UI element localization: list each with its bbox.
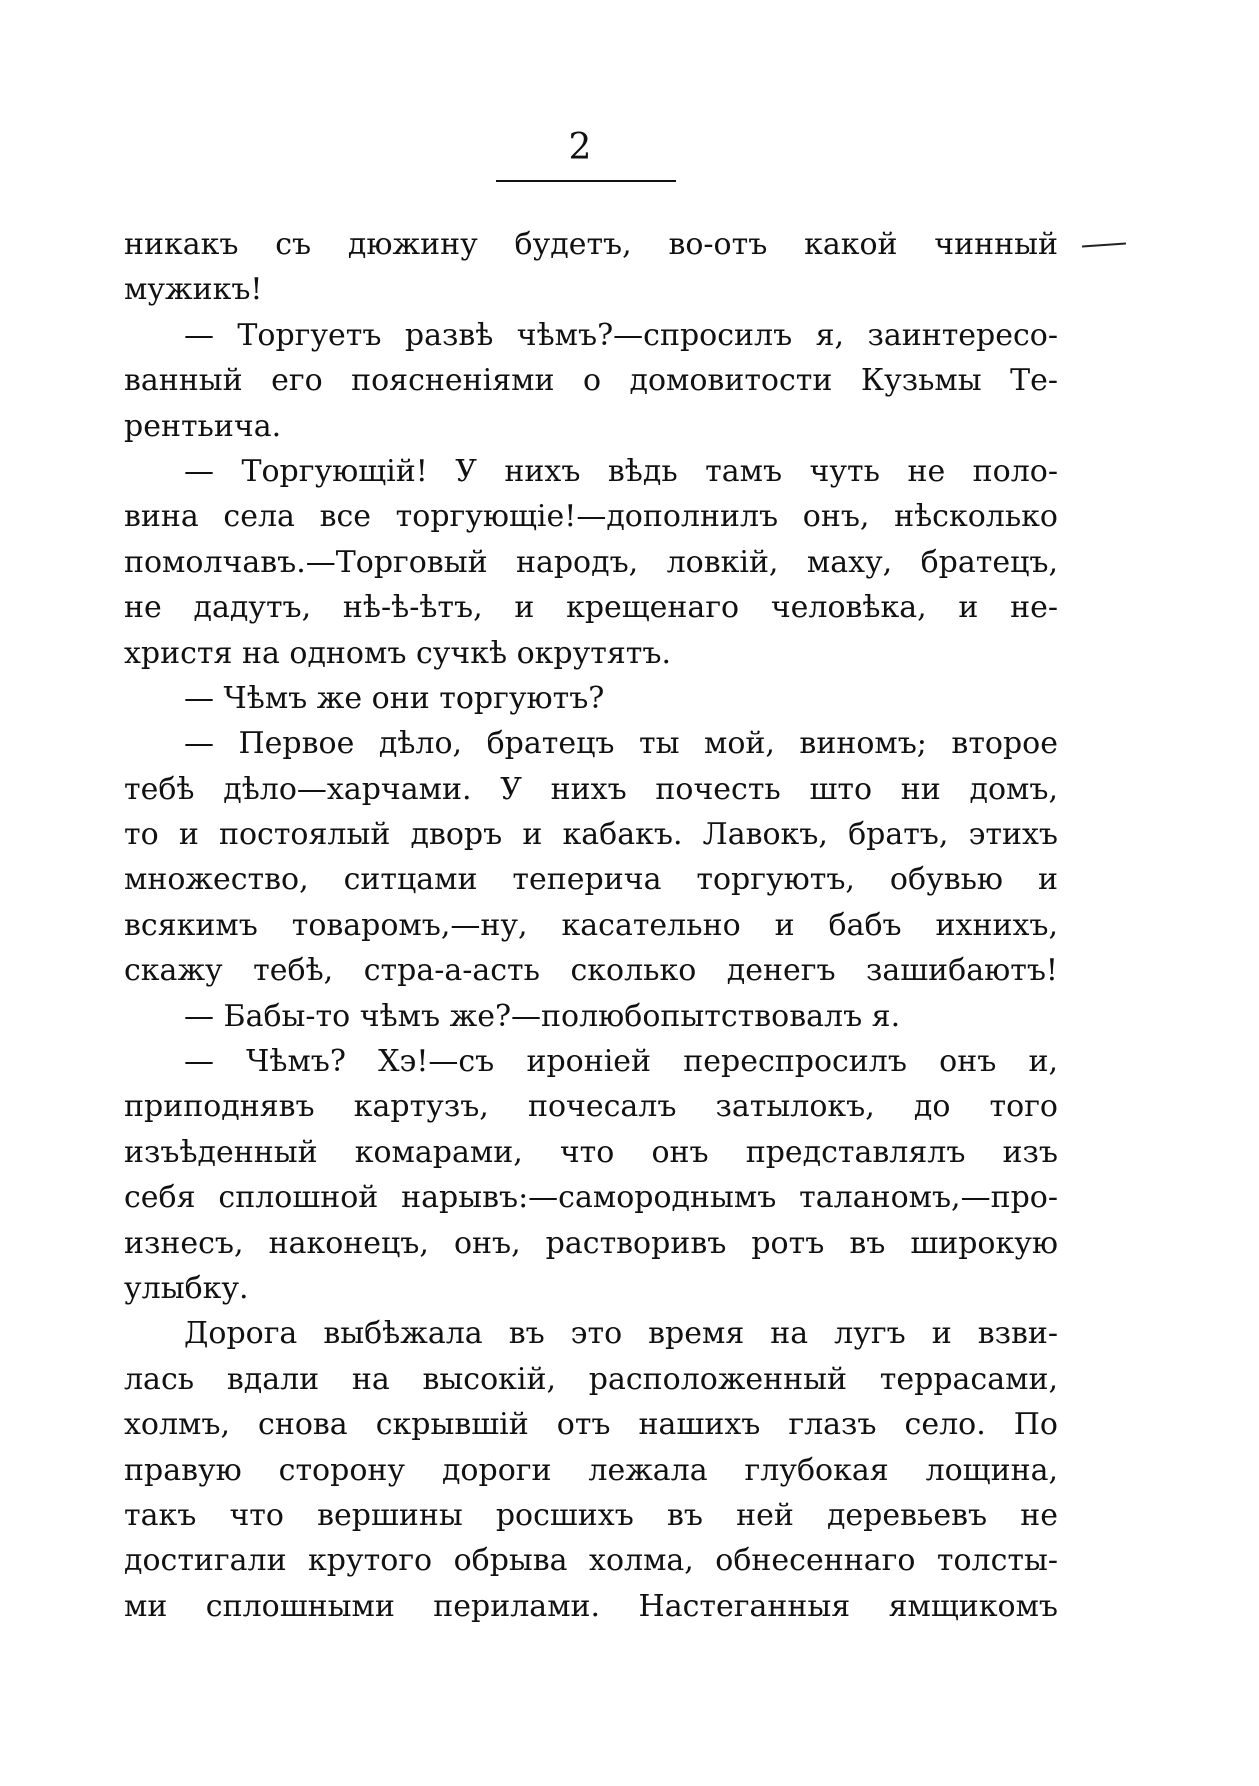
text-line: изъѣденный комарами, что онъ представлялъ изъ bbox=[124, 1134, 1058, 1170]
text-line: улыбку. bbox=[124, 1270, 249, 1306]
text-line: лась вдали на высокій, расположенный террасами, bbox=[124, 1361, 1058, 1397]
text-line: — Чѣмъ? Хэ!—съ ироніей переспросилъ онъ и, bbox=[184, 1044, 1058, 1080]
text-line: христя на одномъ сучкѣ окрутятъ. bbox=[124, 635, 672, 671]
text-line: — Бабы-то чѣмъ же?—полюбопытствовалъ я. bbox=[184, 998, 901, 1034]
text-line: ми сплошными перилами. Настеганныя ямщикомъ bbox=[124, 1588, 1058, 1624]
margin-mark bbox=[1082, 242, 1126, 247]
text-line: то и постоялый дворъ и кабакъ. Лавокъ, братъ, этихъ bbox=[124, 817, 1058, 853]
text-line: такъ что вершины росшихъ въ ней деревьевъ не bbox=[124, 1497, 1058, 1533]
text-line: холмъ, снова скрывшій отъ нашихъ глазъ село. По bbox=[124, 1407, 1058, 1443]
text-line: — Торгуетъ развѣ чѣмъ?—спросилъ я, заинтересо- bbox=[184, 317, 1058, 353]
text-line: тебѣ дѣло—харчами. У нихъ почесть што ни домъ, bbox=[124, 771, 1058, 807]
text-line: мужикъ! bbox=[124, 272, 263, 308]
text-line: не дадутъ, нѣ-ѣ-ѣтъ, и крещенаго человѣка, и не- bbox=[124, 590, 1058, 626]
header-rule bbox=[496, 180, 676, 182]
text-line: никакъ съ дюжину будетъ, во-отъ какой чинный bbox=[124, 227, 1058, 262]
text-line: рентьича. bbox=[124, 408, 282, 444]
text-line: скажу тебѣ, стра-а-асть сколько денегъ зашибаютъ! bbox=[124, 953, 1058, 989]
text-line: множество, ситцами теперича торгуютъ, обувью и bbox=[124, 862, 1058, 898]
text-line: достигали крутого обрыва холма, обнесеннаго толсты- bbox=[124, 1543, 1058, 1579]
text-line: вина села все торгующіе!—дополнилъ онъ, нѣсколько bbox=[124, 499, 1058, 535]
text-line: помолчавъ.—Торговый народъ, ловкій, маху, братецъ, bbox=[124, 544, 1058, 580]
text-line: — Торгующій! У нихъ вѣдь тамъ чуть не поло- bbox=[184, 453, 1058, 489]
text-line: ванный его поясненіями о домовитости Кузьмы Те- bbox=[124, 363, 1058, 399]
text-line: — Чѣмъ же они торгуютъ? bbox=[184, 680, 605, 716]
page-number: 2 bbox=[568, 127, 592, 168]
text-line: — Первое дѣло, братецъ ты мой, виномъ; второе bbox=[184, 726, 1058, 762]
text-line: приподнявъ картузъ, почесалъ затылокъ, до того bbox=[124, 1089, 1058, 1125]
text-line: Дорога выбѣжала въ это время на лугъ и взви- bbox=[184, 1316, 1058, 1352]
text-line: всякимъ товаромъ,—ну, касательно и бабъ ихнихъ, bbox=[124, 907, 1058, 943]
text-line: изнесъ, наконецъ, онъ, растворивъ ротъ въ широкую bbox=[124, 1225, 1058, 1261]
text-line: правую сторону дороги лежала глубокая лощина, bbox=[124, 1452, 1058, 1488]
body-text bbox=[124, 222, 1058, 1629]
text-line: себя сплошной нарывъ:—самороднымъ таланомъ,—про- bbox=[124, 1180, 1058, 1216]
